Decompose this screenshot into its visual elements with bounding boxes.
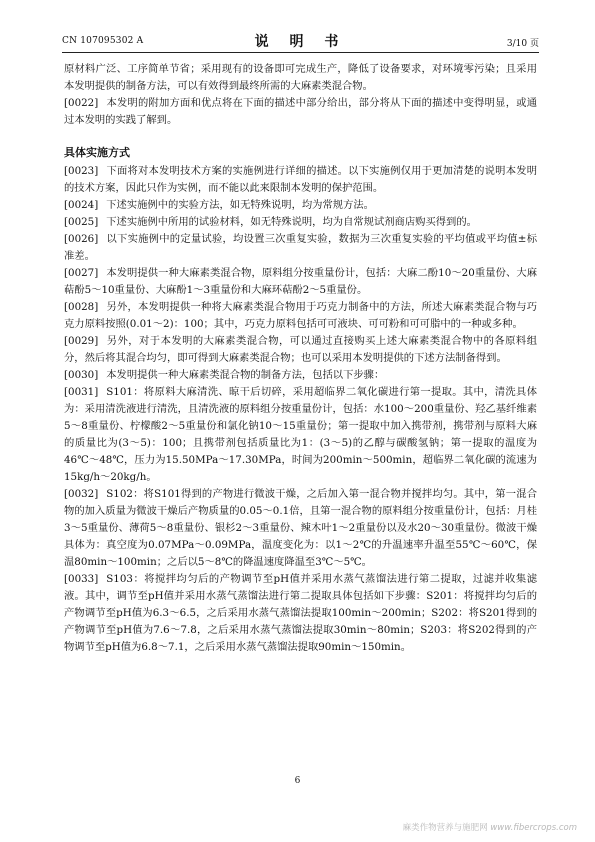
paragraph-text: 本发明的附加方面和优点将在下面的描述中部分给出，部分将从下面的描述中变得明显，或通过本发明的实践了解到。 <box>64 97 537 126</box>
paragraph-number: [0022] <box>64 97 99 109</box>
paragraph-text: 原材料广泛、工序简单节省；采用现有的设备即可完成生产，降低了设备要求，对环境零污染；且采用本发明提供的制备方法，可以有效得到最终所需的大麻素类混合物。 <box>64 63 537 92</box>
paragraph-0023 <box>64 163 537 197</box>
paragraph-0022 <box>64 95 537 129</box>
paragraph-0024 <box>64 197 537 214</box>
paragraph <box>64 61 537 95</box>
paragraph-number: [0027] <box>64 267 99 279</box>
paragraph-text: 本发明提供一种大麻素类混合物的制备方法，包括以下步骤： <box>106 369 385 381</box>
paragraph-text: 下述实施例中所用的试验材料，如无特殊说明，均为自常规试剂商店购买得到的。 <box>106 216 477 228</box>
paragraph-0026 <box>64 231 537 265</box>
paragraph-number: [0024] <box>64 199 99 211</box>
paragraph-0027 <box>64 265 537 299</box>
paragraph-0031 <box>64 384 537 486</box>
paragraph-text: 下述实施例中的实验方法，如无特殊说明，均为常规方法。 <box>106 199 374 211</box>
paragraph-0030 <box>64 367 537 384</box>
page-number: 6 <box>294 776 301 786</box>
paragraph-text: 下面将对本发明技术方案的实施例进行详细的描述。以下实施例仅用于更加清楚的说明本发明的技术方案，因此只作为实例，而不能以此来限制本发明的保护范围。 <box>64 165 537 194</box>
paragraph-text: S101：将原料大麻清洗、晾干后切碎，采用超临界二氧化碳进行第一提取。其中，清洗具体为：采用清洗液进行清洗，且清洗液的原料组分按重量份计，包括：水100～200重量份、羟乙基纤维素5～8重量份、柠檬酸2～5重量份和氯化钠10～15重量份；第一提取中加入携带剂，携带剂与原料大麻的质量比为(3～5)：100；且携带剂包括质量比为1：(3～5)的乙醇与碳酸氢钠；第一提取的温度为46℃～48℃，压力为15.50MPa～17.30MPa，时间为200min～500min，超临界二氧化碳的流速为15kg/h～20kg/h。 <box>64 386 537 483</box>
paragraph-text: 另外，本发明提供一种将大麻素类混合物用于巧克力制备中的方法，所述大麻素类混合物与巧克力原料按照(0.01～2)：100；其中，巧克力原料包括可可液块、可可粉和可可脂中的一种或多种。 <box>64 301 537 330</box>
section-heading: 具体实施方式 <box>64 146 130 159</box>
watermark <box>403 823 577 833</box>
paragraph-0032 <box>64 486 537 571</box>
paragraph-0025 <box>64 214 537 231</box>
document-number: CN 107095302 A <box>62 36 144 46</box>
paragraph-number: [0030] <box>64 369 99 381</box>
paragraph-number: [0023] <box>64 165 99 177</box>
paragraph-number: [0025] <box>64 216 99 228</box>
document-title: 说 明 书 <box>254 34 347 50</box>
watermark-url: www.fibercrops.com <box>490 823 577 833</box>
paragraph-0029 <box>64 333 537 367</box>
paragraph-number: [0028] <box>64 301 99 313</box>
paragraph-number: [0026] <box>64 233 99 245</box>
page-header <box>62 30 539 53</box>
paragraph-number: [0031] <box>64 386 99 398</box>
paragraph-0028 <box>64 299 537 333</box>
paragraph-text: S103：将搅拌均匀后的产物调节至pH值并采用水蒸气蒸馏法进行第二提取，过滤并收集滤液。其中，调节至pH值并采用水蒸气蒸馏法进行第二提取具体包括如下步骤：S201：将搅拌均匀后的产物调节至pH值为6.3～6.5，之后采用水蒸气蒸馏法提取100min～200min；S202：将S201得到的产物调节至pH值为7.6～7.8，之后采用水蒸气蒸馏法提取30min～80min；S203：将S202得到的产物调节至pH值为6.8～7.1，之后采用水蒸气蒸馏法提取90min～150min。 <box>64 573 537 653</box>
paragraph-text: 本发明提供一种大麻素类混合物，原料组分按重量份计，包括：大麻二酚10～20重量份、大麻萜酚5～10重量份、大麻酚1～3重量份和大麻环萜酚2～5重量份。 <box>64 267 537 296</box>
paragraph-number: [0033] <box>64 573 99 585</box>
watermark-text: 麻类作物营养与施肥网 <box>402 823 488 833</box>
paragraph-text: 以下实施例中的定量试验，均设置三次重复实验，数据为三次重复实验的平均值或平均值±标准差。 <box>64 233 537 262</box>
page-count: 3/10 页 <box>506 39 539 49</box>
paragraph-text: 另外，对于本发明的大麻素类混合物，可以通过直接购买上述大麻素类混合物中的各原料组分，然后将其混合均匀，即可得到大麻素类混合物；也可以采用本发明提供的下述方法制备得到。 <box>64 335 537 364</box>
paragraph-number: [0029] <box>64 335 99 347</box>
paragraph-number: [0032] <box>64 488 99 500</box>
paragraph-text: S102：将S101得到的产物进行微波干燥，之后加入第一混合物并搅拌均匀。其中，第一混合物的加入质量为微波干燥后产物质量的0.05～0.1倍，且第一混合物的原料组分按重量份计，包括：月桂3～5重量份、薄荷5～8重量份、银杉2～3重量份、辣木叶1～2重量份以及水20～30重量份。微波干燥具体为：真空度为0.07MPa～0.09MPa，温度变化为：以1～2℃的升温速率升温至55℃～60℃，保温80min～100min；之后以5～8℃的降温速度降温至3℃～5℃。 <box>64 488 537 568</box>
paragraph-0033 <box>64 571 537 656</box>
document-body <box>64 61 537 656</box>
